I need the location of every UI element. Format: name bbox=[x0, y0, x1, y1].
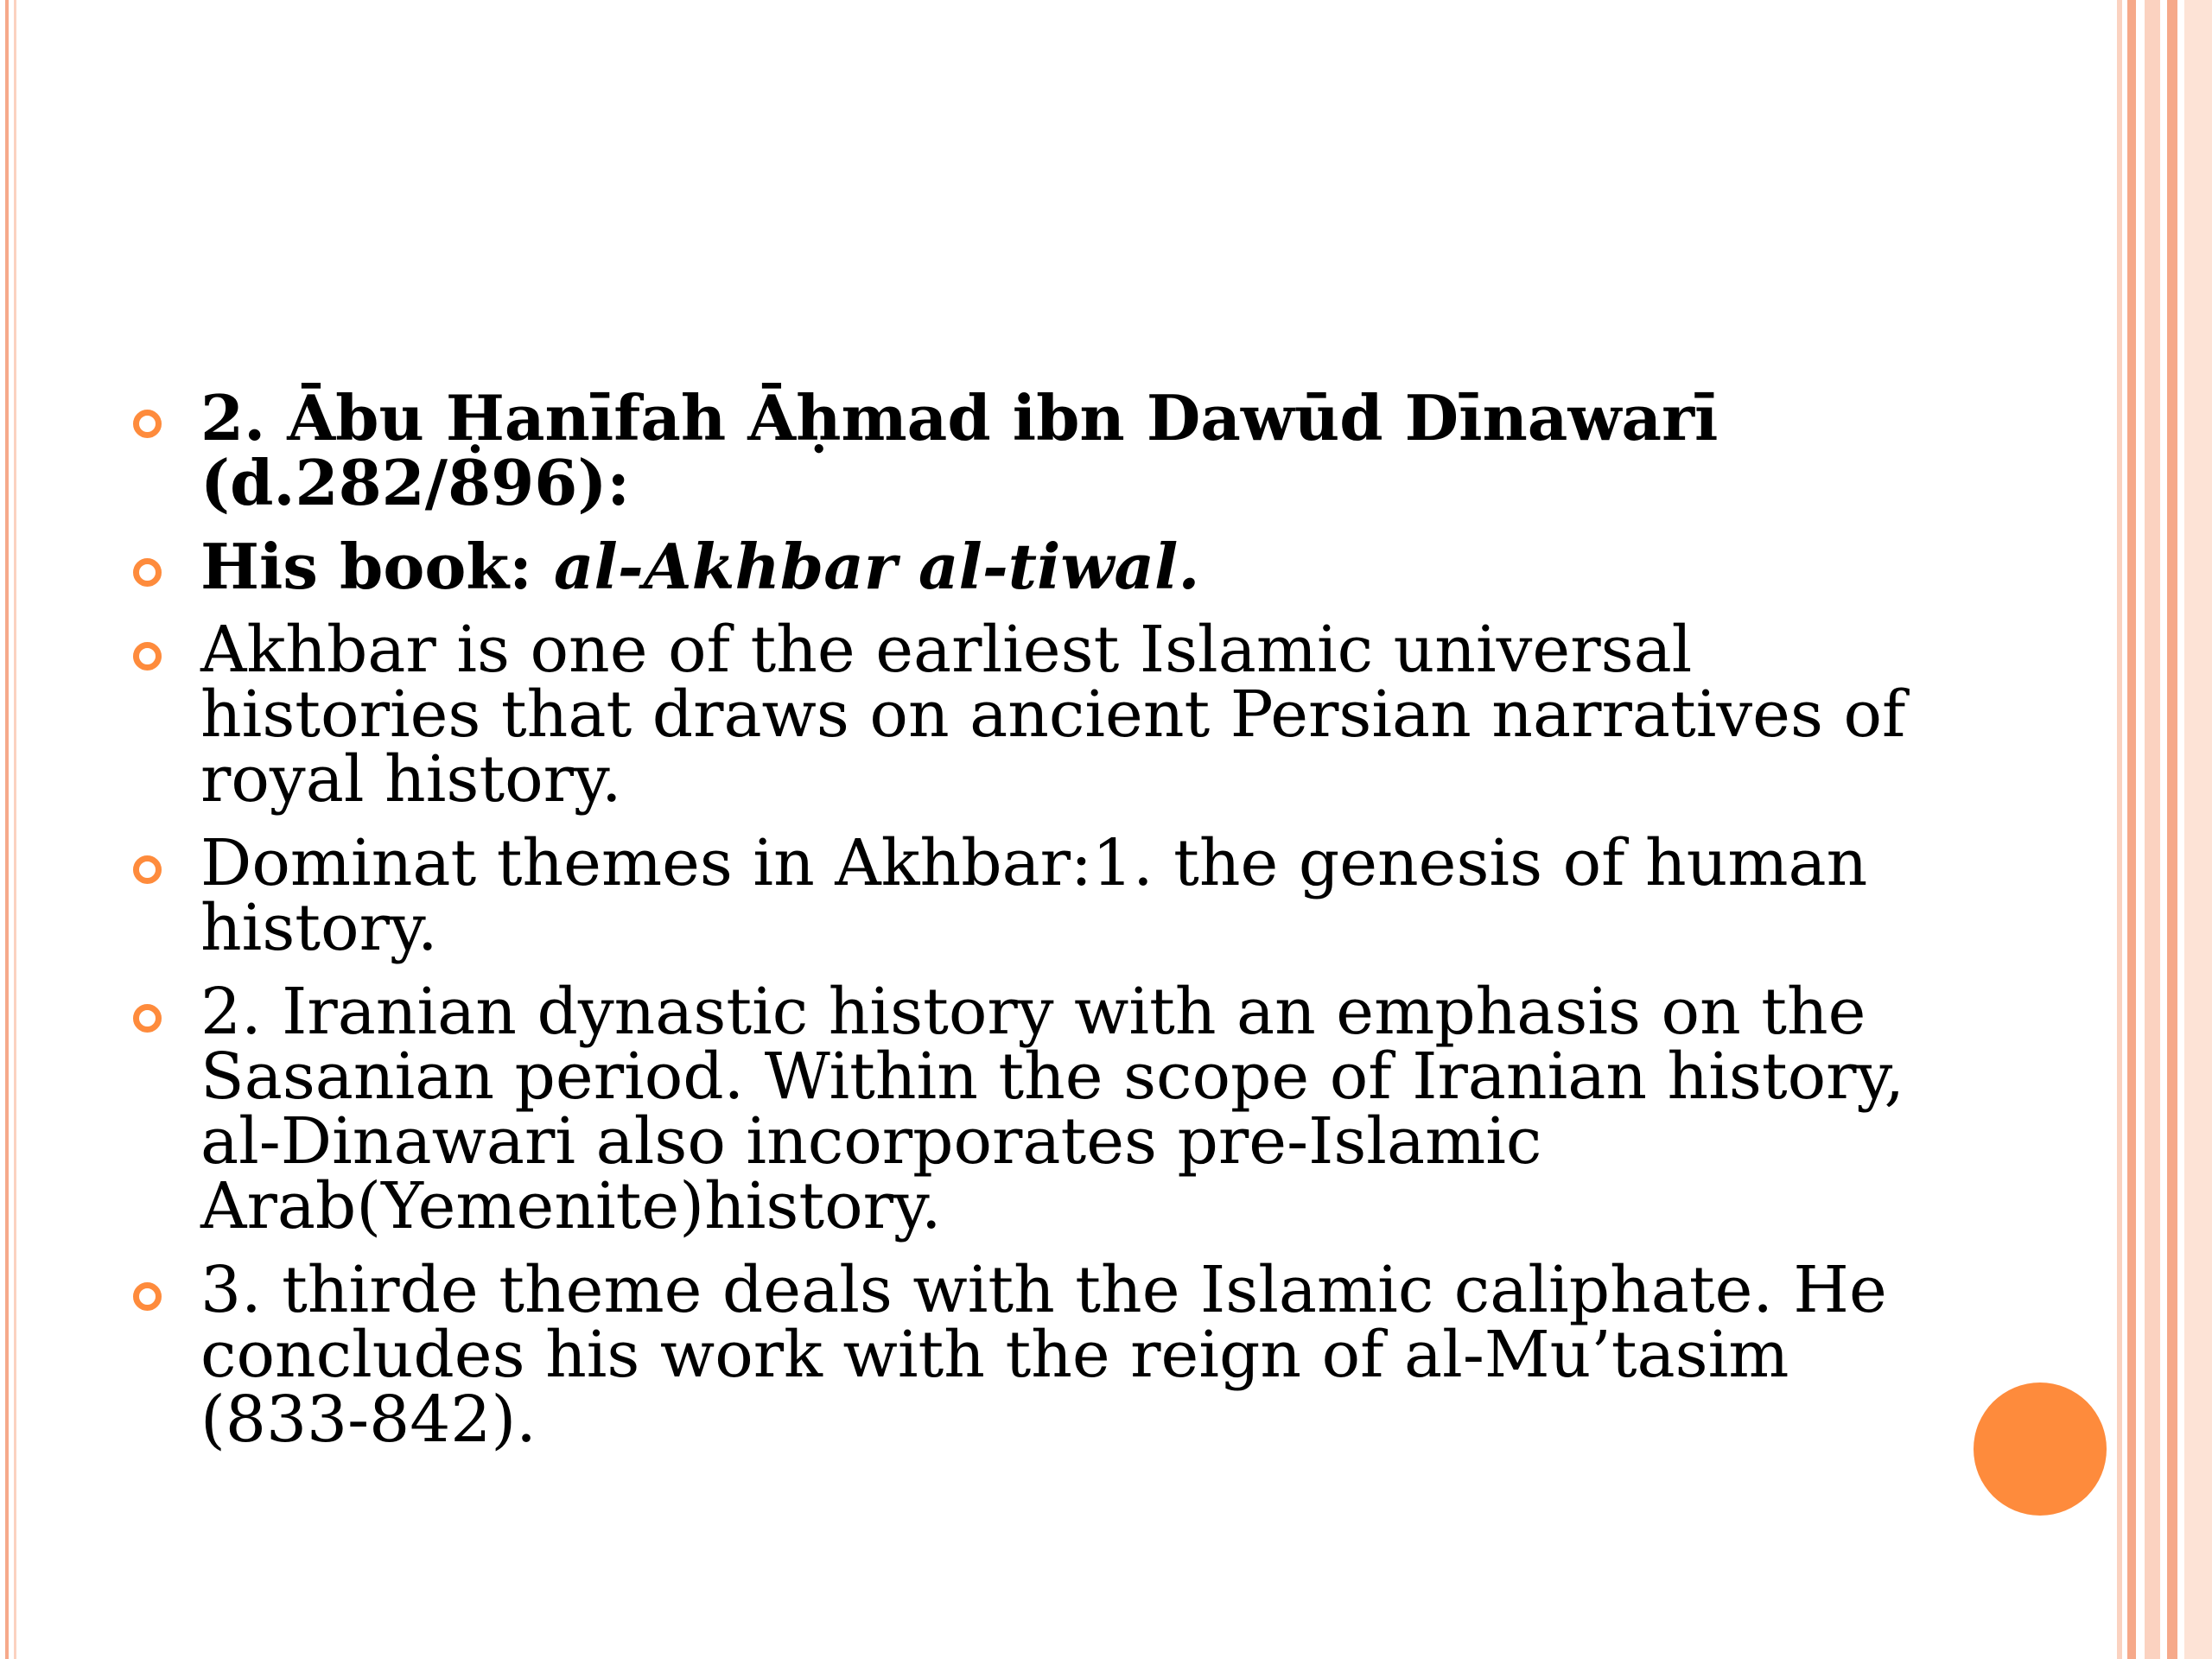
bullet-text-description: Akhbar is one of the earliest Islamic universal histories that draws on ancient Persian narratives of royal history. bbox=[200, 613, 1906, 817]
bullet-text-author: 2. Ābu Ḥanīfah Āḥmad ibn Dawūd Dīnawarī (d.282/896): bbox=[200, 381, 1719, 519]
hollow-circle-bullet-icon bbox=[133, 855, 162, 884]
right-decorative-border bbox=[2110, 0, 2212, 1659]
left-border-line-outer bbox=[5, 0, 9, 1659]
bullet-item-theme-3 bbox=[128, 1253, 1925, 1457]
bullet-item-theme-2 bbox=[128, 975, 1925, 1243]
left-decorative-border bbox=[0, 0, 24, 1659]
book-title: al-Akhbar al-tiwal. bbox=[553, 530, 1200, 603]
bullet-item-book bbox=[128, 530, 1925, 603]
bullet-text-theme-2: 2. Iranian dynastic history with an emphasis on the Sasanian period. Within the scope of Iranian history, al-Dinawari also incorporates pre-Islamic Arab(Yemenite)history. bbox=[200, 975, 1905, 1243]
slide-content bbox=[128, 381, 1925, 1471]
bullet-text-book-prefix: His book: bbox=[200, 530, 554, 603]
hollow-circle-bullet-icon bbox=[133, 642, 162, 671]
bullet-item-description bbox=[128, 613, 1925, 817]
bullet-text-theme-3: 3. thirde theme deals with the Islamic caliphate. He concludes his work with the reign of al-Mu’tasim (833-842). bbox=[200, 1253, 1887, 1457]
right-border-line-2 bbox=[2127, 0, 2136, 1659]
right-border-band-5 bbox=[2184, 0, 2212, 1659]
hollow-circle-bullet-icon bbox=[133, 1004, 162, 1033]
bullet-list bbox=[128, 381, 1925, 1457]
right-border-band-3 bbox=[2145, 0, 2160, 1659]
left-border-line-inner bbox=[14, 0, 16, 1659]
hollow-circle-bullet-icon bbox=[133, 410, 162, 438]
bullet-item-theme-1 bbox=[128, 826, 1925, 965]
hollow-circle-bullet-icon bbox=[133, 558, 162, 587]
hollow-circle-bullet-icon bbox=[133, 1282, 162, 1311]
bullet-text-theme-1: Dominat themes in Akhbar:1. the genesis of human history. bbox=[200, 826, 1868, 965]
right-border-band-4 bbox=[2167, 0, 2177, 1659]
right-border-line-1 bbox=[2117, 0, 2122, 1659]
bullet-item-author bbox=[128, 381, 1925, 519]
orange-circle-decoration bbox=[1974, 1382, 2107, 1516]
